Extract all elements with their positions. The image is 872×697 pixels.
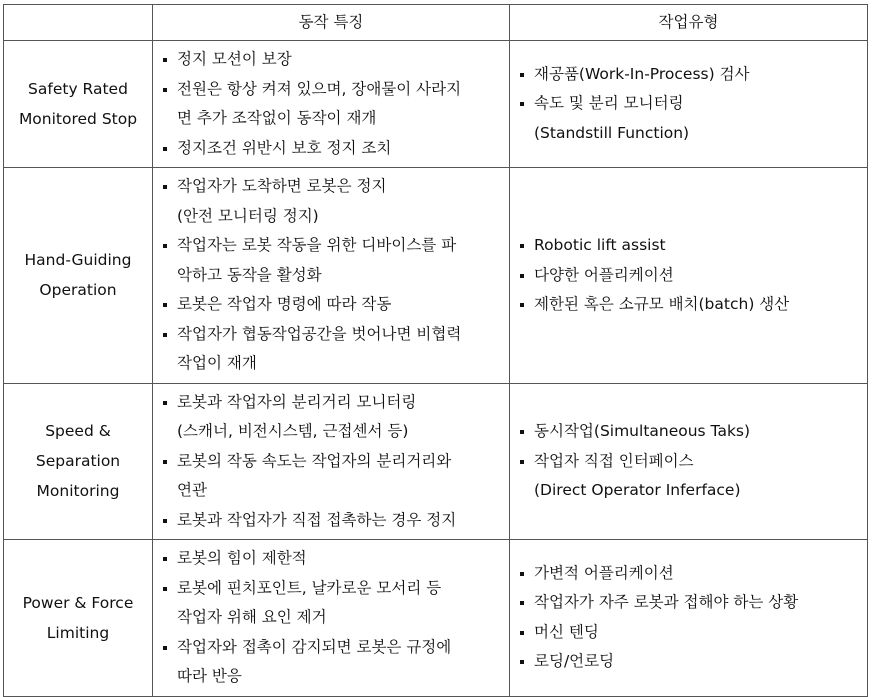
header-row bbox=[4, 5, 868, 41]
bullet-text-line: (Direct Operator Inferface) bbox=[534, 481, 741, 499]
bullet-item bbox=[518, 89, 859, 148]
bullet-item bbox=[161, 290, 501, 320]
bullet-text-line: 악하고 동작을 활성화 bbox=[177, 265, 322, 284]
bullet-text-line: 정지 모션이 보장 bbox=[177, 50, 292, 68]
bullet-text-line: 작업자가 자주 로봇과 접해야 하는 상황 bbox=[534, 593, 799, 612]
mode-cell bbox=[4, 383, 153, 540]
bullet-item bbox=[161, 231, 501, 290]
mode-cell bbox=[4, 41, 153, 168]
bullet-text-line: 정지조건 위반시 보호 정지 조치 bbox=[177, 138, 392, 157]
mode-label-line: Monitored Stop bbox=[18, 110, 138, 128]
bullet-item bbox=[161, 134, 501, 164]
bullet-list bbox=[518, 559, 859, 677]
table-row bbox=[4, 540, 868, 697]
bullet-text-line: (Standstill Function) bbox=[534, 123, 690, 142]
bullet-item bbox=[518, 647, 859, 677]
header-tasks: 작업유형 bbox=[510, 5, 868, 41]
bullet-item bbox=[161, 172, 501, 231]
bullet-item bbox=[161, 388, 501, 447]
bullet-list bbox=[518, 231, 859, 320]
bullet-item bbox=[161, 447, 501, 506]
bullet-text-line: 속도 및 분리 모니터링 bbox=[534, 94, 684, 113]
mode-label-line: Separation bbox=[35, 452, 121, 471]
tasks-cell bbox=[510, 383, 868, 540]
bullet-text-line: 로봇은 작업자 명령에 따라 작동 bbox=[177, 295, 392, 313]
bullet-text-line: 재공품(Work-In-Process) 검사 bbox=[534, 64, 750, 83]
mode-label-line: Monitoring bbox=[36, 482, 120, 501]
bullet-text-line: 연관 bbox=[177, 481, 207, 499]
header-features: 동작 특징 bbox=[153, 5, 510, 41]
tasks-cell bbox=[510, 540, 868, 697]
header-mode bbox=[4, 5, 153, 41]
mode-cell bbox=[4, 168, 153, 384]
bullet-text-line: 가변적 어플리케이션 bbox=[534, 563, 674, 582]
bullet-item bbox=[161, 633, 501, 692]
bullet-item bbox=[518, 231, 859, 261]
mode-label-line: Power & Force bbox=[22, 593, 134, 612]
bullet-text-line: (안전 모니터링 정지) bbox=[177, 206, 319, 225]
bullet-item bbox=[518, 559, 859, 589]
bullet-item bbox=[518, 618, 859, 648]
bullet-item bbox=[161, 506, 501, 536]
bullet-item bbox=[161, 45, 501, 75]
features-cell bbox=[153, 383, 510, 540]
bullet-item bbox=[518, 417, 859, 447]
bullet-text-line: 작업자와 접촉이 감지되면 로봇은 규정에 bbox=[177, 637, 452, 656]
collaborative-operation-table bbox=[3, 4, 868, 697]
bullet-list bbox=[518, 60, 859, 149]
bullet-text-line: 작업자가 도착하면 로봇은 정지 bbox=[177, 177, 387, 195]
bullet-text-line: 제한된 혹은 소규모 배치(batch) 생산 bbox=[534, 295, 790, 313]
bullet-text-line: 작업이 재개 bbox=[177, 354, 257, 372]
table-row bbox=[4, 383, 868, 540]
table-row bbox=[4, 41, 868, 168]
bullet-text-line: 로봇에 핀치포인트, 날카로운 모서리 등 bbox=[177, 578, 442, 597]
bullet-text-line: 머신 텐딩 bbox=[534, 622, 599, 641]
bullet-item bbox=[161, 75, 501, 134]
bullet-text-line: 로봇의 작동 속도는 작업자의 분리거리와 bbox=[177, 451, 452, 470]
bullet-text-line: 로봇과 작업자가 직접 접촉하는 경우 정지 bbox=[177, 510, 457, 529]
mode-label-line: Operation bbox=[39, 281, 117, 300]
bullet-text-line: 동시작업(Simultaneous Taks) bbox=[534, 422, 751, 440]
bullet-text-line: (스캐너, 비전시스템, 근접센서 등) bbox=[177, 422, 409, 440]
bullet-text-line: 작업자 위해 요인 제거 bbox=[177, 608, 327, 626]
bullet-text-line: 로봇과 작업자의 분리거리 모니터링 bbox=[177, 392, 417, 411]
bullet-list bbox=[161, 45, 501, 163]
mode-label-line: Hand-Guiding bbox=[24, 251, 132, 270]
tasks-cell bbox=[510, 41, 868, 168]
bullet-item bbox=[518, 60, 859, 90]
table-container bbox=[3, 4, 868, 697]
bullet-text-line: 로딩/언로딩 bbox=[534, 652, 615, 671]
bullet-item bbox=[518, 447, 859, 506]
bullet-item bbox=[518, 588, 859, 618]
bullet-list bbox=[161, 388, 501, 536]
mode-label-line: Limiting bbox=[46, 623, 110, 642]
bullet-list bbox=[161, 544, 501, 692]
bullet-text-line: 작업자가 협동작업공간을 벗어나면 비협력 bbox=[177, 324, 462, 343]
features-cell bbox=[153, 540, 510, 697]
bullet-item bbox=[518, 261, 859, 291]
bullet-item bbox=[518, 290, 859, 320]
features-cell bbox=[153, 41, 510, 168]
table-row bbox=[4, 168, 868, 384]
table-body bbox=[4, 41, 868, 697]
bullet-list bbox=[161, 172, 501, 379]
mode-label-line: Safety Rated bbox=[28, 80, 128, 98]
bullet-text-line: 작업자 직접 인터페이스 bbox=[534, 451, 694, 470]
bullet-text-line: Robotic lift assist bbox=[534, 236, 666, 254]
bullet-item bbox=[161, 320, 501, 379]
bullet-text-line: 다양한 어플리케이션 bbox=[534, 265, 674, 284]
bullet-text-line: 따라 반응 bbox=[177, 667, 242, 685]
bullet-text-line: 전원은 항상 켜져 있으며, 장애물이 사라지 bbox=[177, 79, 462, 98]
mode-label-line: Speed & bbox=[45, 422, 111, 441]
bullet-text-line: 작업자는 로봇 작동을 위한 디바이스를 파 bbox=[177, 236, 457, 254]
features-cell bbox=[153, 168, 510, 384]
tasks-cell bbox=[510, 168, 868, 384]
bullet-text-line: 면 추가 조작없이 동작이 재개 bbox=[177, 109, 377, 127]
bullet-list bbox=[518, 417, 859, 506]
bullet-text-line: 로봇의 힘이 제한적 bbox=[177, 549, 307, 567]
mode-cell bbox=[4, 540, 153, 697]
bullet-item bbox=[161, 574, 501, 633]
bullet-item bbox=[161, 544, 501, 574]
